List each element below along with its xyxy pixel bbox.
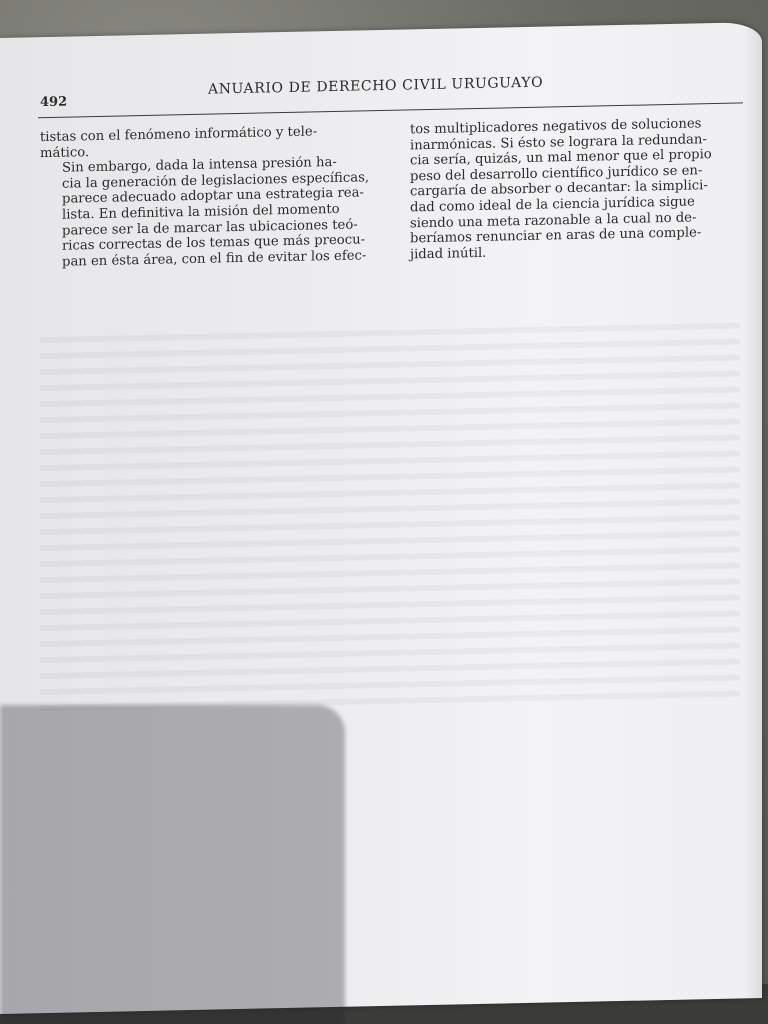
text-line: parece adecuado adoptar una estrategia rea- — [62, 185, 364, 208]
text-line: parece ser la de marcar las ubicaciones teó- — [62, 217, 358, 239]
text-line: siendo una meta razonable a la cual no de- — [410, 209, 697, 231]
text-line: Sin embargo, dada la intensa presión ha- — [62, 155, 337, 176]
bleed-through-text — [40, 322, 740, 717]
text-line: beríamos renunciar en aras de una comple- — [410, 225, 702, 247]
text-line: tistas con el fenómeno informático y tele- — [40, 124, 318, 146]
running-head: ANUARIO DE DERECHO CIVIL URUGUAYO — [208, 74, 544, 98]
text-line: mático. — [40, 144, 90, 161]
text-line: lista. En definitiva la misión del momento — [62, 201, 340, 223]
hand-shadow — [0, 705, 345, 1024]
text-line: pan en ésta área, con el fin de evitar los efec- — [62, 248, 367, 270]
left-column — [40, 123, 376, 270]
text-line: tos multiplicadores negativos de soluciones — [410, 116, 702, 138]
text-line: cargaría de absorber o decantar: la simplici- — [410, 178, 708, 200]
text-line: jidad inútil. — [410, 245, 487, 263]
text-line: peso del desarrollo científico jurídico se en- — [410, 163, 703, 185]
paragraph-continuation — [410, 115, 746, 262]
text-line: dad como ideal de la ciencia jurídica sigue — [410, 194, 695, 216]
text-line: cia sería, quizás, un mal menor que el propio — [410, 147, 712, 169]
text-line: ricas correctas de los temas que más preocu- — [62, 232, 366, 254]
page-number: 492 — [40, 94, 68, 111]
right-column — [410, 115, 746, 262]
page-edge — [744, 22, 762, 998]
paragraph — [40, 154, 376, 270]
text-line: inarmónicas. Si ésto se lograra la redundan- — [410, 131, 707, 154]
text-line: cia la generación de legislaciones específicas, — [62, 170, 370, 192]
